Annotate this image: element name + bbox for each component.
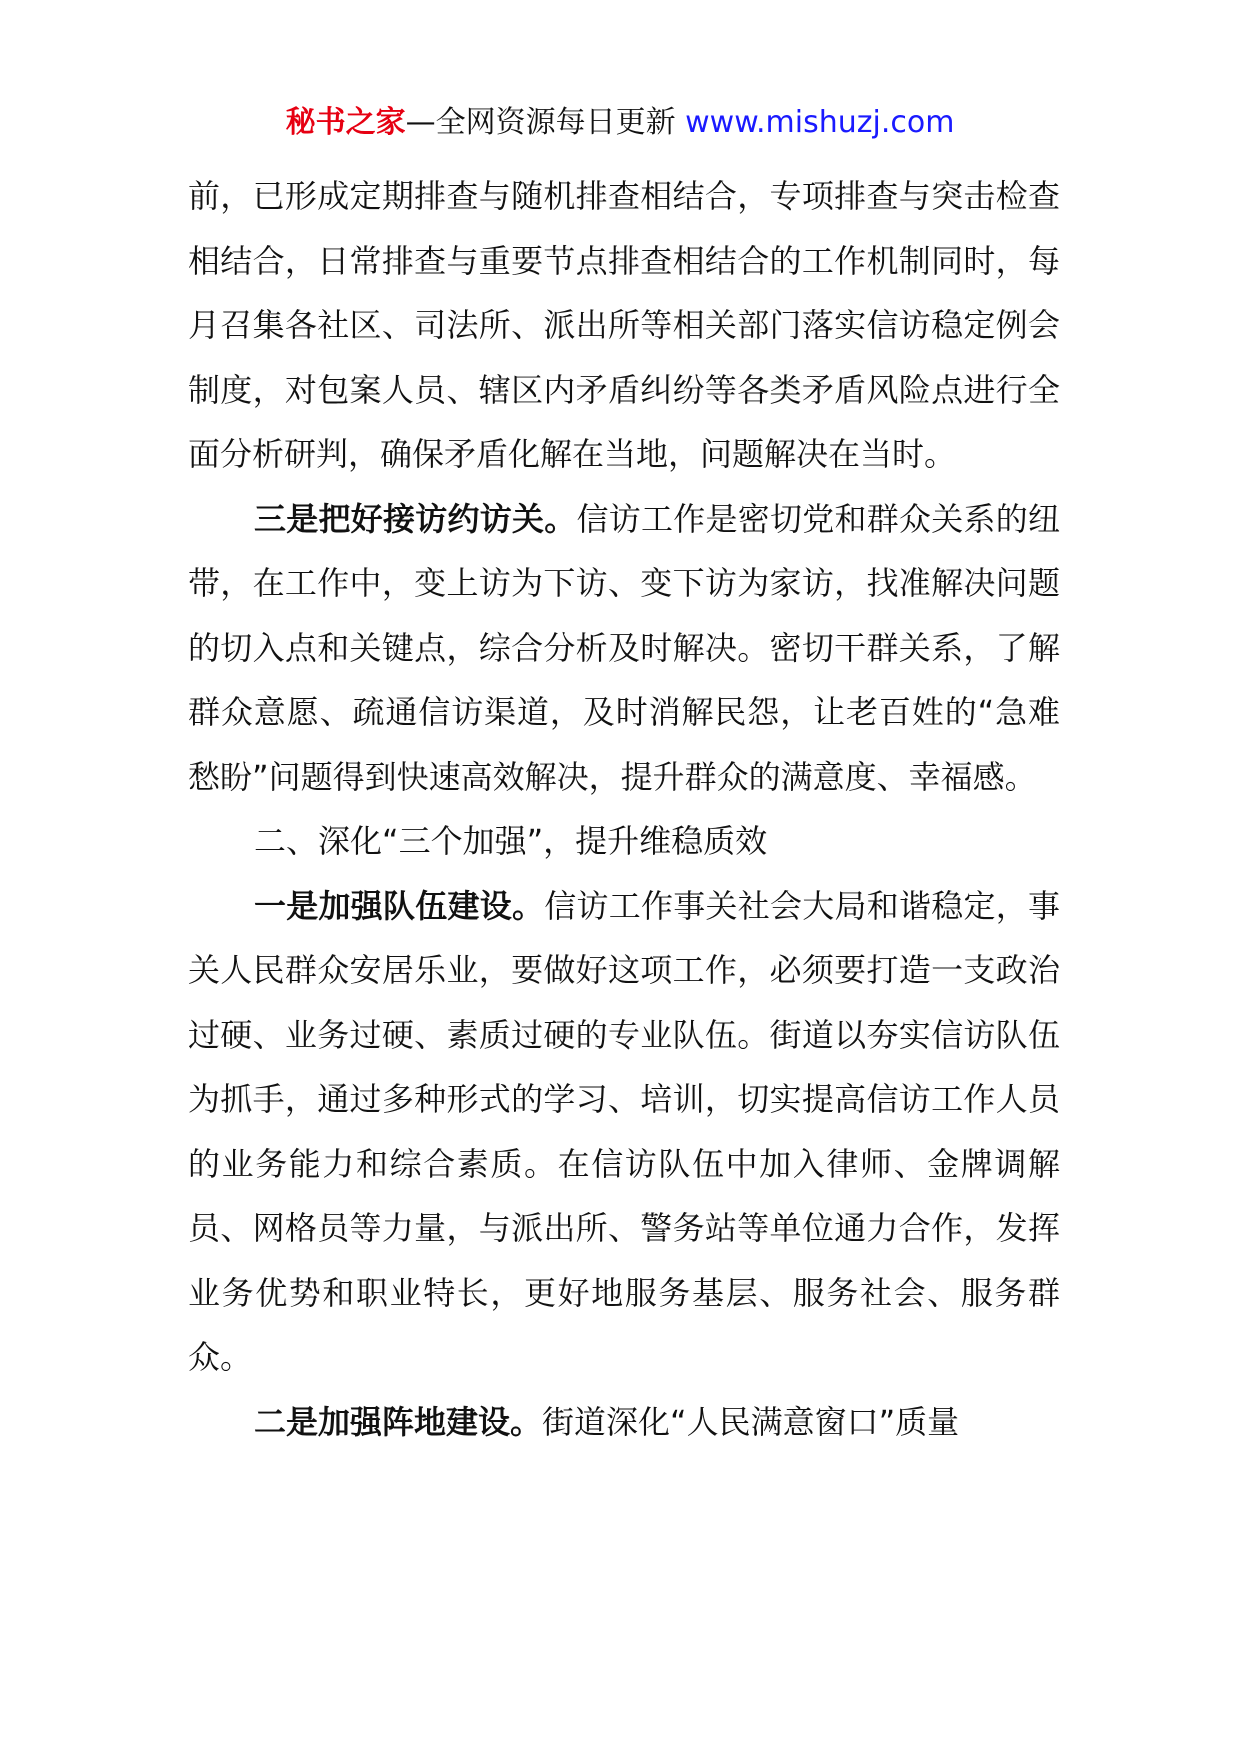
site-url-link[interactable]: www.mishuzj.com	[685, 105, 955, 140]
section-heading	[188, 809, 1060, 874]
paragraph-reception	[188, 487, 1060, 810]
paragraph-continuation	[188, 164, 1060, 487]
site-header	[0, 100, 1240, 146]
section-heading-text: 二、深化“三个加强”，提升维稳质效	[254, 822, 768, 860]
paragraph-lead: 一是加强队伍建设。	[254, 886, 545, 925]
paragraph-position-building	[188, 1390, 1060, 1455]
paragraph-lead: 三是把好接访约访关。	[254, 499, 577, 538]
paragraph-text: 信访工作是密切党和群众关系的纽带，在工作中，变上访为下访、变下访为家访，找准解决问题的切入点和关键点，综合分析及时解决。密切干群关系，了解群众意愿、疏通信访渠道，及时消解民怨，让老百姓的“急难愁盼”问题得到快速高效解决，提升群众的满意度、幸福感。	[188, 499, 1060, 796]
paragraph-team-building	[188, 874, 1060, 1390]
paragraph-text: 前，已形成定期排查与随机排查相结合，专项排查与突击检查相结合，日常排查与重要节点排查相结合的工作机制同时，每月召集各社区、司法所、派出所等相关部门落实信访稳定例会制度，对包案人员、辖区内矛盾纠纷等各类矛盾风险点进行全面分析研判，确保矛盾化解在当地，问题解决在当时。	[188, 177, 1060, 473]
site-slogan: —全网资源每日更新	[405, 105, 676, 140]
paragraph-text: 信访工作事关社会大局和谐稳定，事关人民群众安居乐业，要做好这项工作，必须要打造一支政治过硬、业务过硬、素质过硬的专业队伍。街道以夯实信访队伍为抓手，通过多种形式的学习、培训，切实提高信访工作人员的业务能力和综合素质。在信访队伍中加入律师、金牌调解员、网格员等力量，与派出所、警务站等单位通力合作，发挥业务优势和职业特长，更好地服务基层、服务社会、服务群众。	[188, 886, 1060, 1376]
paragraph-lead: 二是加强阵地建设。	[254, 1402, 543, 1441]
site-brand: 秘书之家	[285, 105, 406, 140]
document-body	[188, 164, 1060, 1454]
paragraph-text: 街道深化“人民满意窗口”质量	[542, 1402, 960, 1441]
